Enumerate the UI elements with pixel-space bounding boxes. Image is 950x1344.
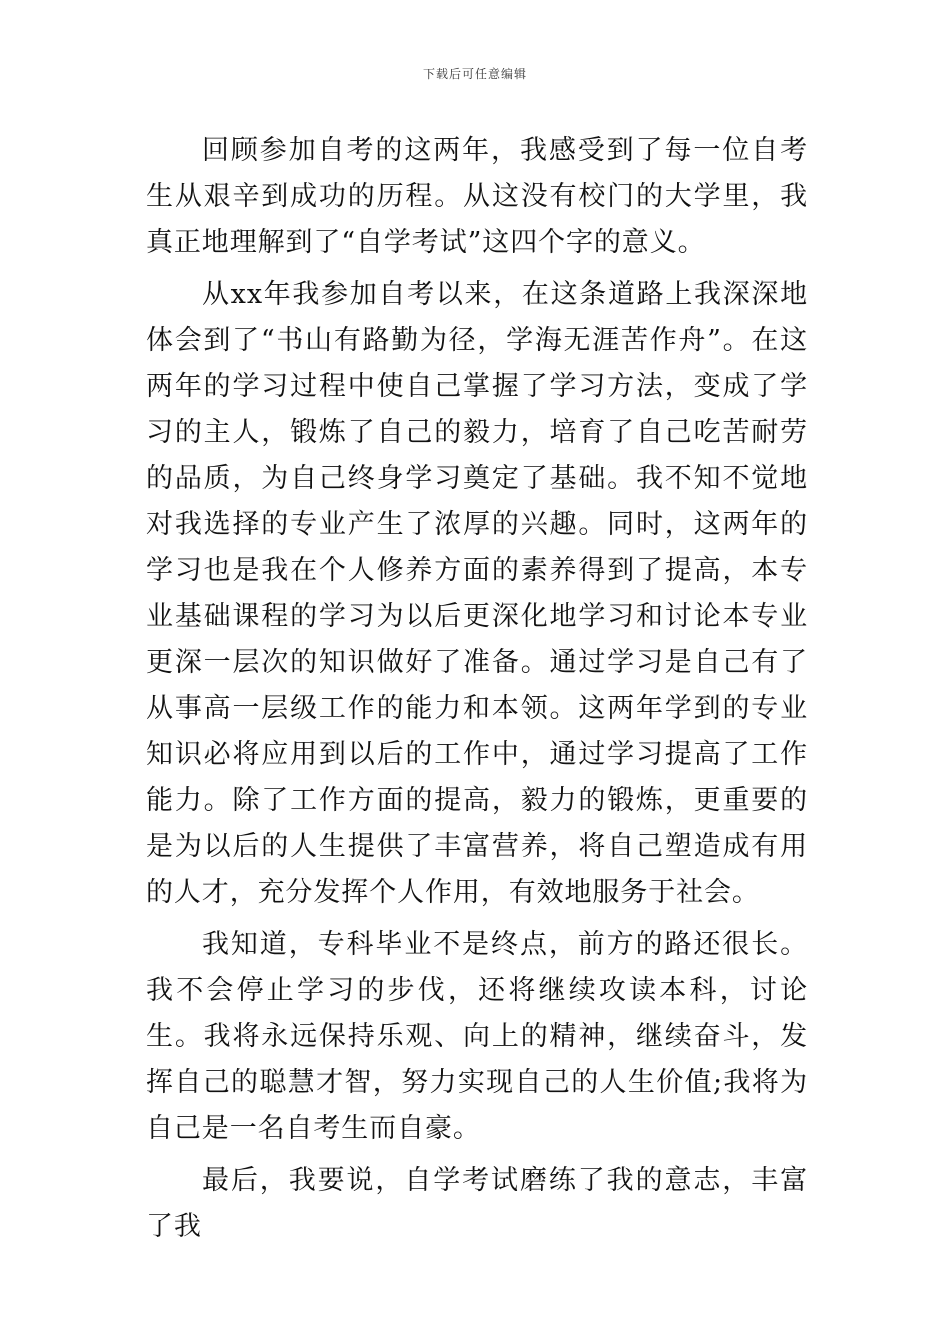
document-body — [146, 128, 808, 1250]
paragraph-closing: 最后，我要说，自学考试磨练了我的意志，丰富了我 — [146, 1165, 808, 1242]
page-header: 下载后可任意编辑 — [422, 67, 527, 81]
paragraph-future: 我知道，专科毕业不是终点，前方的路还很长。我不会停止学习的步伐，还将继续攻读本科，讨论生。我将永远保持乐观、向上的精神，继续奋斗，发挥自己的聪慧才智，努力实现自己的人生价值;我将为自己是一名自考生而自豪。 — [146, 929, 808, 1144]
paragraph-experience: 从xx年我参加自考以来，在这条道路上我深深地体会到了“书山有路勤为径，学海无涯苦作舟”。在这两年的学习过程中使自己掌握了学习方法，变成了学习的主人，锻炼了自己的毅力，培育了自己吃苦耐劳的品质，为自己终身学习奠定了基础。我不知不觉地对我选择的专业产生了浓厚的兴趣。同时，这两年的学习也是我在个人修养方面的素养得到了提高，本专业基础课程的学习为以后更深化地学习和讨论本专业更深一层次的知识做好了准备。通过学习是自己有了从事高一层级工作的能力和本领。这两年学到的专业知识必将应用到以后的工作中，通过学习提高了工作能力。除了工作方面的提高，毅力的锻炼，更重要的是为以后的人生提供了丰富营养，将自己塑造成有用的人才，充分发挥个人作用，有效地服务于社会。 — [146, 279, 808, 908]
paragraph-review: 回顾参加自考的这两年，我感受到了每一位自考生从艰辛到成功的历程。从这没有校门的大学里，我真正地理解到了“自学考试”这四个字的意义。 — [146, 135, 808, 258]
